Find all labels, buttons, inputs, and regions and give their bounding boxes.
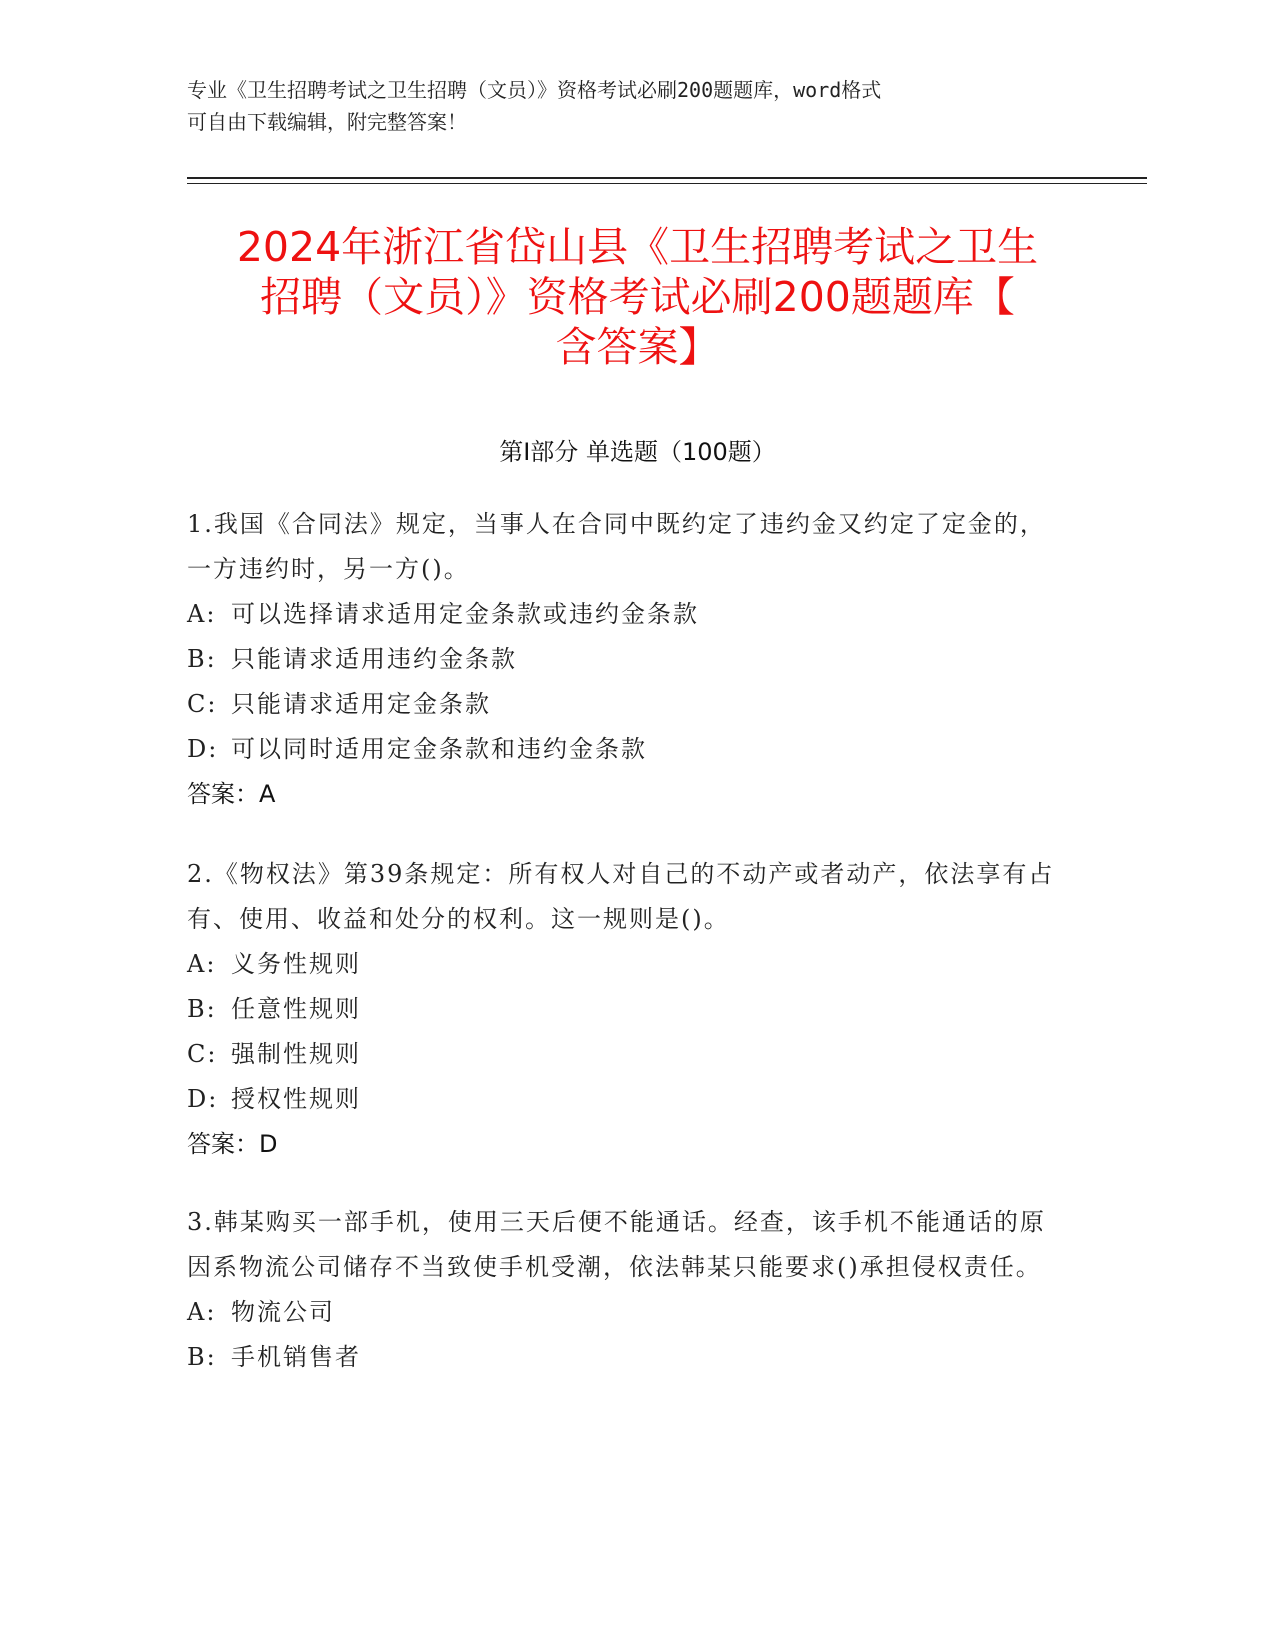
option-text: 义务性规则 [231, 950, 361, 978]
option-text: 物流公司 [231, 1298, 335, 1326]
question-stem: 3.韩某购买一部手机，使用三天后便不能通话。经查，该手机不能通话的原因系物流公司储存不当致使手机受潮，依法韩某只能要求()承担侵权责任。 [187, 1208, 1046, 1281]
option-text: 可以选择请求适用定金条款或违约金条款 [231, 600, 699, 628]
option-letter: B: [187, 995, 217, 1023]
title-line-3: 含答案】 [555, 323, 720, 371]
question-1 [187, 502, 1067, 817]
option-letter: D: [187, 1085, 219, 1113]
option-a [187, 592, 1067, 637]
option-text: 手机销售者 [231, 1343, 361, 1371]
option-text: 授权性规则 [231, 1085, 361, 1113]
option-d [187, 727, 1067, 772]
header-note [187, 74, 1087, 138]
option-letter: B: [187, 1343, 217, 1371]
question-2 [187, 852, 1067, 1167]
option-text: 强制性规则 [231, 1040, 361, 1068]
option-c [187, 682, 1067, 727]
option-b [187, 637, 1067, 682]
question-3 [187, 1200, 1067, 1380]
option-letter: A: [187, 600, 217, 628]
header-note-line-2: 可自由下载编辑，附完整答案！ [187, 110, 467, 134]
option-b [187, 1335, 1067, 1380]
option-a [187, 942, 1067, 987]
question-stem: 2.《物权法》第39条规定：所有权人对自己的不动产或者动产，依法享有占有、使用、收益和处分的权利。这一规则是()。 [187, 860, 1055, 933]
title-line-2: 招聘（文员）》资格考试必刷200题题库【 [260, 273, 1015, 321]
option-text: 任意性规则 [231, 995, 361, 1023]
option-text: 只能请求适用违约金条款 [231, 645, 517, 673]
option-text: 只能请求适用定金条款 [231, 690, 491, 718]
title-line-1: 2024年浙江省岱山县《卫生招聘考试之卫生 [236, 223, 1039, 271]
section-heading: 第Ⅰ部分 单选题（100题） [499, 438, 776, 466]
option-d [187, 1077, 1067, 1122]
option-letter: D: [187, 735, 219, 763]
option-b [187, 987, 1067, 1032]
header-note-line-1: 专业《卫生招聘考试之卫生招聘（文员）》资格考试必刷200题题库，word格式 [187, 78, 882, 102]
answer: 答案：D [187, 1130, 278, 1158]
header-divider-thin [187, 183, 1147, 184]
option-text: 可以同时适用定金条款和违约金条款 [231, 735, 647, 763]
answer: 答案：A [187, 780, 276, 808]
option-a [187, 1290, 1067, 1335]
option-c [187, 1032, 1067, 1077]
option-letter: C: [187, 690, 218, 718]
option-letter: B: [187, 645, 217, 673]
header-divider-thick [187, 177, 1147, 179]
question-stem: 1.我国《合同法》规定，当事人在合同中既约定了违约金又约定了定金的，一方违约时，另一方()。 [187, 510, 1046, 583]
option-letter: A: [187, 950, 217, 978]
option-letter: C: [187, 1040, 218, 1068]
document-title [150, 222, 1125, 372]
option-letter: A: [187, 1298, 217, 1326]
